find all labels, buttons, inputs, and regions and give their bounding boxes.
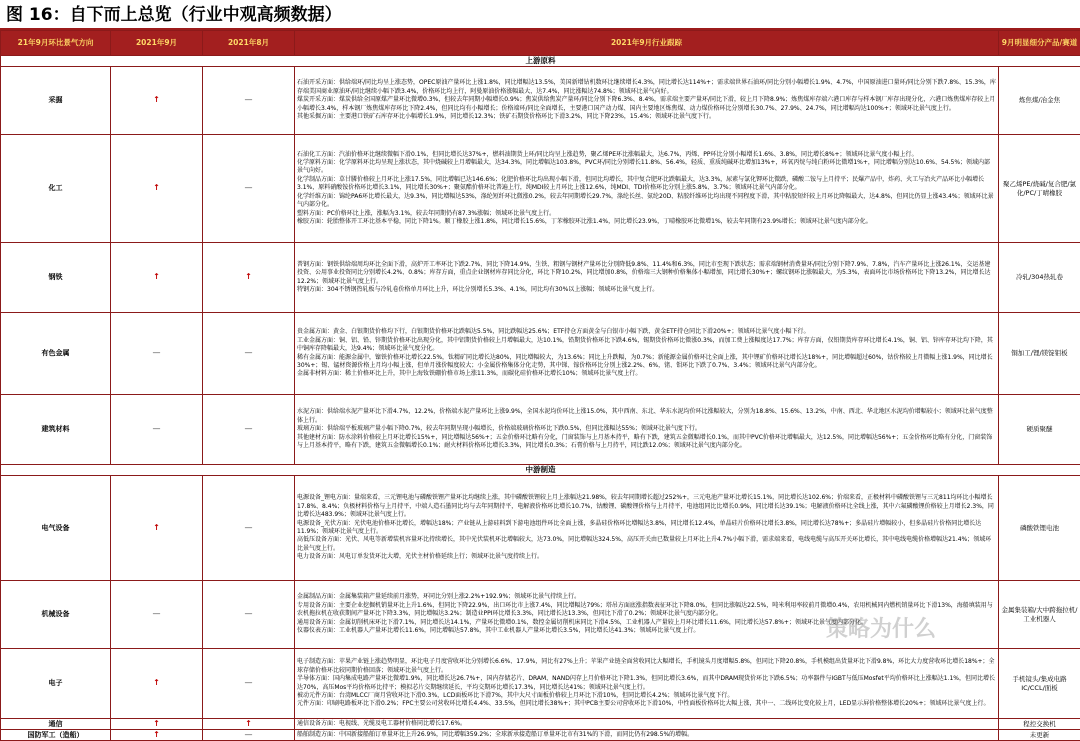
tracking-line: 煤炭开采方面：煤炭供给全国原煤产量环比微增0.3%，但较去年同期小幅增长0.9%；焦炭供给焦炭产量环/同比分别下降6.3%、8.4%，需求端主要产量环/同比下滑，较上月下降8.9%；炼焦煤库存端六港口库存与样本钢厂库存出现分化，六港口炼焦煤库存较上月小幅增长3.4%，样本钢厂炼焦煤库存环比下降2.4%，但同比均有小幅增长；价格端环/同比全面增长，主要港口国产动力煤、国内主要地区炼焦煤、动力煤价格环比分别增长30.7%、27.9%、24.7%，同比增幅均达100%+；领域环比景气度上行。 — [297, 96, 996, 113]
tracking-line: 普钢方面：钢铁供给端周均环比全面下滑，高炉开工率环比下跌2.7%，同比下降14.9%，生铁、粗钢与钢材产量环比分别降低9.8%、11.4%和6.3%，同比市至现下跌状态；需求端钢材消费量环/同比分别下降7.9%、7.8%，汽车产量环比上涨26.1%，交运基建投资、公用事业投资同比分别增长4.2%、0.8%；库存方面，重点企业钢材库存同比分化，环比下降10.2%，同比增加0.8%，价格端三大钢种价格集体小幅增加，同比增长30%+；螺纹钢环比涨幅最大，为5.3%，表面环比市场价格环比下降13.2%，同比增长达12.2%；领域环比景气度上行。 — [297, 261, 996, 286]
subsector-text: 磷酸铁锂电池 — [999, 476, 1080, 581]
tracking-line: 水泥方面：供给端水泥产量环比下滑4.7%，12.2%，价格端水泥产量环比上涨9.9%，全国水泥均价环比上涨15.0%，其中西南、东北、华东水泥均价环比涨幅较大，分别为18.8%、15.6%、13.2%，中南、西北、华北地区水泥均价增幅较小；领域环比景气度整体上行。 — [297, 408, 996, 425]
tracking-line: 金属非材料方面：稀土价格环比上升，其中上海钕铁硼价格市场上涨11.3%，而碳化硅价格环比增长10%；领域环比景气度上行。 — [297, 370, 996, 378]
tracking-text — [295, 649, 999, 719]
section-label: 上游原料 — [1, 56, 1080, 67]
sep-direction: — — [111, 581, 203, 649]
sep-direction: — — [111, 395, 203, 465]
header-direction: 21年9月环比景气方向 — [1, 31, 111, 56]
subsector-text: 冷轧/304热轧卷 — [999, 243, 1080, 313]
tracking-line: 化学原料方面：化学原料环比均呈现上涨状态，其中烧碱较上月增幅最大，达34.3%，同比增幅达103.8%，PVC环/同比分别增长11.8%、56.4%，轻质、重质纯碱环比增加13%+，环氧丙烷与纯白粉环比微增1%+，同比增幅分别达10.6%、54.5%；领域内部景气向好。 — [297, 159, 996, 176]
tracking-line: 电力设备方面：风电订单发货环比大增，光伏主材价格延续上行；领域环比景气度持续上行。 — [297, 553, 996, 561]
tracking-text — [295, 243, 999, 313]
sep-direction: ↑ — [111, 719, 203, 730]
aug-direction: — — [203, 313, 295, 395]
section-row-midstream — [1, 465, 1080, 476]
aug-direction: — — [203, 730, 295, 741]
aug-direction: — — [203, 135, 295, 243]
section-row-upstream — [1, 56, 1080, 67]
table-row-steel — [1, 243, 1080, 313]
tracking-line: 电源设备_光伏方面：光伏电池价格环比增长，增幅达18%；产业链从上游硅料到下游电池组件环比全面上涨，多晶硅价格环比增幅达3.8%，同比增长12.4%，单晶硅片价格环比增长3.8%，同比增长达78%+；多晶硅片增幅较小，但多晶硅片价格同比增长达11.9%；领域环比景气度上行。 — [297, 520, 996, 537]
tracking-line: 半导体方面：国内集成电路产量环比微增1.9%，同比增长达26.7%+，国内存储芯片、DRAM、NAND闪存上月价格环比下降1.3%，但同比增长3.6%，而其中DRAM现货价环比下跌6.5%；功率器件与IGBT与低压Mosfet平均价格环比上涨幅达1.1%，但同比增长达70%，高压Mos平均价格环比持平；模拟芯片交期继续延长，平均交期环比增长17.3%，同比增长达41%；领域环比景气度上行。 — [297, 675, 996, 692]
aug-direction: — — [203, 395, 295, 465]
tracking-line: 通用设备方面：金属切削机床环比下滑7.1%，同比增长达14.1%，产量环比微增0.1%，数控金属切削机床同比下滑4.5%，工业机器人产量较上月环比增长11.6%，同比增长达57.8%+；领域环比景气度内部分化。 — [297, 619, 996, 627]
table-row-telecom — [1, 719, 1080, 730]
tracking-line: 船舶制造方面：中国新接船舶订单量环比上升26.9%，同比增幅359.2%；全球新承接造船订单量环比市有31%的下滑，而同比仍有298.5%的增幅。 — [297, 731, 996, 739]
tracking-line: 塑料方面：PC价格环比上涨，涨幅为3.1%，较去年同期仍有87.3%涨幅；领域环比景气度上行。 — [297, 210, 996, 218]
sep-direction: ↑ — [111, 135, 203, 243]
tracking-line: 其他建材方面：防水涂料价格较上月环比增长15%+，同比增幅达56%+；五金价格环比略有分化，门窗装饰与上月基本持平，略有下跌，建筑五金微幅增长0.1%，而其中PVC价格环比增幅最大，达12.5%，同比增幅达56%+；五金价格环比略有分化，门窗装饰与上月基本持平，略有下跌，建筑五金微幅增长0.1%；耐火材料价格环比增长3.3%，同比增长0.3%；石膏价格与上月持平，同比跌12.0%；领域环比景气度内部分化。 — [297, 434, 996, 451]
tracking-text — [295, 719, 999, 730]
industry-name: 有色金属 — [1, 313, 111, 395]
tracking-line: 化学制品方面：草甘膦价格较上月环比上涨17.5%，同比增幅已达146.6%；化肥价格环比均出现小幅下滑，但同比均增长，其中复合肥环比跌幅最大，达3.3%，尿素与氯化钾环比微跌，磷酸二铵与上月持平；民爆产品中，炸药、火工与冶火产品环比小幅增长3.1%，原料硝酸铵价格环比增长3.1%，同比增长30%+；聚氨酯价格环比普遍上行，纯MDI较上月环比上涨12.6%，纯MDI、TDI价格环比分别上涨5.8%、3.7%；领域环比景气内部分化。 — [297, 176, 996, 193]
tracking-line: 专用设备方面：主要企业挖掘机销量环比上升1.6%，但同比下降22.9%，出口环比市上涨7.4%，同比增幅达79%；塔吊方面底涨指数表征环比下降8.0%，但同比涨幅达22.5%，吨米利用率较前月微增0.4%，农用机械同内燃机销量环比下滑13%，海船填装用与农机拖拉机在收获期间产量环比下降3.3%，同比增幅达3.2%；制造业PPI环比增长3.3%，同比增长达13.3%，但同比下滑了0.2%；领域环比景气度内部分化。 — [297, 602, 996, 619]
industry-name: 机械设备 — [1, 581, 111, 649]
tracking-line: 金属制品方面：金属集装箱产量延续前月涨势，环同比分别上涨2.2%+192.9%；领域环比景气持续上行。 — [297, 593, 996, 601]
industry-name: 电子 — [1, 649, 111, 719]
sep-direction: ↑ — [111, 730, 203, 741]
tracking-line: 工业金属方面：铜、铝、铅、锌期货价格环比出现分化，其中铝期货价格较上月增幅最大，达10.1%，铅期货价格环比下跌4.6%，锡期货价格环比微涨0.3%，而加工费上涨幅度达17.7%；库存方面，仅铅期货库存环比增长4.1%，铜、铝、锌库存环比均下降，其中铜库存降幅最大，达9.4%；领域环比景气度分化。 — [297, 337, 996, 354]
industry-name: 国防军工（造船） — [1, 730, 111, 741]
header-subsector: 9月明显细分产品/赛道 — [999, 31, 1080, 56]
tracking-line: 通信设备方面：电视线、光缆及电工器材价格同比增长17.6%。 — [297, 720, 996, 728]
sep-direction: ↑ — [111, 476, 203, 581]
tracking-text — [295, 313, 999, 395]
tracking-line: 电源设备_锂电方面：量端来看，三元锂电池与磷酸铁锂产量环比均继续上涨，其中磷酸铁锂较上月上涨幅达21.98%，较去年同期增长超过252%+，三元电池产量环比增长15.1%，同比增长达102.6%；价端来看，正极材料中磷酸铁锂与三元811均环比小幅增长17.8%、8.4%；负极材料价格与上月持平，中端人造石墨同比均与去年同期持平，电解液价格环比增长10.7%，钴酸锂、碳酸锂价格与上月持平，电池组同比比增长0.9%，同比增长达39.1%；电解液价格环比全线上涨，其中六氟磷酸锂价格较上月增长2.3%，同比增长达483.9%；领域环比景气度上行。 — [297, 494, 996, 519]
tracking-text — [295, 395, 999, 465]
aug-direction: — — [203, 67, 295, 135]
tracking-line: 仪器仪表方面：工业机器人产量环比增长11.6%，同比增幅达57.8%，其中工业机器人产量环比增长3.5%，同比增长达41.3%；领域环比景气度上行。 — [297, 627, 996, 635]
industry-name: 通信 — [1, 719, 111, 730]
aug-direction: — — [203, 581, 295, 649]
tracking-text — [295, 730, 999, 741]
section-label: 中游制造 — [1, 465, 1080, 476]
tracking-line: 稀有金属方面：能源金属中，镍铁价格环比增长22.5%，钛精矿同比增长达80%，同比增幅较大，为13.6%；同比上升跌幅，为0.7%；新能源金属价格环比全面上涨，其中锂矿价格环比增长达18%+，同比增幅超过60%，钴价格较上月微幅上涨1.9%，同比增长30%+；锡、锰材资源价格上月均小幅上涨，但单月涨价幅度较大；小金属价格集体分化走势，其中锑、镓价格环比分别上涨2.2%、6%，锗、钼环比下跌了0.7%、3.4%；领域环比景气内部分化。 — [297, 354, 996, 371]
tracking-line: 其他采掘方面：主要港口铁矿石库存环比小幅增长1.9%，同比增长12.3%；铁矿石期货价格环比下滑3.2%，同比下降23%，15.4%；领域环比景气度下行。 — [297, 113, 996, 121]
subsector-text: 手机镜头/集成电路IC/CCL/面板 — [999, 649, 1080, 719]
tracking-line: 化学纤维方面：锦纶PA6环比增长最大，达9.3%，同比增幅达53%，涤纶短纤环比微涨0.2%，较去年同期增长29.7%，涤纶长丝、氨纶20D、粘胶纤维环比均出现不同程度下滑，其中粘胶短纤较上月环比降幅最大，达4.8%，但同比仍显上涨43.4%；领域环比景气内部分化。 — [297, 193, 996, 210]
tracking-line: 玻璃方面：供给端平板玻璃产量小幅下降0.7%，较去年同期呈现小幅增长，价格端玻璃价格环比下跌0.5%，但同比涨幅达55%；领域环比景气度下行。 — [297, 425, 996, 433]
industry-name: 建筑材料 — [1, 395, 111, 465]
table-row-defense — [1, 730, 1080, 741]
aug-direction: ↑ — [203, 243, 295, 313]
industry-name: 电气设备 — [1, 476, 111, 581]
header-aug: 2021年8月 — [203, 31, 295, 56]
aug-direction: ↑ — [203, 719, 295, 730]
tracking-line: 特钢方面：304不锈钢热轧板与冷轧卷价格单月环比上升，环比分别增长5.3%、4.1%，同比均有30%以上涨幅；领域环比景气度上行。 — [297, 286, 996, 294]
industry-name: 化工 — [1, 135, 111, 243]
watermark: 策略为什么 — [826, 612, 936, 643]
header-tracking: 2021年9月行业跟踪 — [295, 31, 999, 56]
tracking-line: 元件方面：印刷电路板环比下滑0.2%；FPC主要公司营收环比增长4.4%、33.5%，但同比增长38%+；其中PCB主要公司营收环比下滑10%，中性面板价格环比大幅上涨，其中一、二线环比变化较上月，LED显示屏价格整体增长20%+；领域环比景气度上行。 — [297, 700, 996, 708]
tracking-text — [295, 135, 999, 243]
sep-direction: — — [111, 313, 203, 395]
tracking-line: 石油开采方面：供给端环/同比均呈上涨态势，OPEC原油产量环比上涨1.8%，同比增幅达13.5%，美国新增钻机数环比继续增长4.3%，同比增长达114%+；需求端世界石油环/同比分别小幅增长1.9%、4.7%，中国原油进口量环/同比分别下跌7.8%、15.3%，库存端美国商业原油环/同比继续小幅下跌3.4%，价格环比均上行，阿曼原油价格涨幅最大，达7.4%，同比涨幅达74.8%；领域环比景气向好。 — [297, 79, 996, 96]
tracking-line: 高低压设备方面：光伏、风电等新增装机容量环比持续增长，其中光伏装机环比增幅较大，达73.0%，同比增幅达324.5%，高压开关由已数量较上月环比上升4.7%小幅下滑，需求端来看，电线电缆与高压开关环比增长，其中电线电缆价格增幅达21.4%；领域环比景气度上行。 — [297, 536, 996, 553]
subsector-text: 程控交换机 — [999, 719, 1080, 730]
subsector-text: 金属集装箱/大中跨拖拉机/工业机器人 — [999, 581, 1080, 649]
subsector-text: 铜加工/锂/镁锭钼板 — [999, 313, 1080, 395]
table-row-building — [1, 395, 1080, 465]
aug-direction: — — [203, 476, 295, 581]
table-row-electronics — [1, 649, 1080, 719]
subsector-text: 硬质聚醚 — [999, 395, 1080, 465]
tracking-text — [295, 67, 999, 135]
table-row-nonferrous — [1, 313, 1080, 395]
page-title: 图 16：自下而上总览（行业中观高频数据） — [0, 0, 1080, 30]
tracking-line: 贵金属方面：黄金、白银期货价格均下行，白银期货价格环比跌幅达5.5%，同比跌幅达25.6%；ETF持仓方面黄金与白银市小幅下跌，黄金ETF持仓同比下滑20%+；领域环比景气度小幅下行。 — [297, 328, 996, 336]
header-sep: 2021年9月 — [111, 31, 203, 56]
table-header-row — [1, 31, 1080, 56]
subsector-text: 炼焦煤/冶金焦 — [999, 67, 1080, 135]
table-row-electrical — [1, 476, 1080, 581]
tracking-line: 被动元件方面：台湾MLCC厂商月营收环比下滑0.3%，LCD面板环比下滑7%，其中大尺寸面板价格较上月环比下滑10%，但同比增长4.2%；领域环比景气度下行。 — [297, 692, 996, 700]
industry-name: 采掘 — [1, 67, 111, 135]
subsector-text: 未更新 — [999, 730, 1080, 741]
table-row-mining — [1, 67, 1080, 135]
tracking-line: 石油化工方面：汽油价格环比继续微幅下滑0.1%，但同比增长达37%+，燃料油期货上环/同比均呈上涨趋势，聚乙烯PE环比涨幅最大，达6.7%，丙烯、PP环比分别小幅增长1.6%、3.8%，同比增长8%+；领域环比景气度小幅上行。 — [297, 151, 996, 159]
sep-direction: ↑ — [111, 67, 203, 135]
tracking-text — [295, 476, 999, 581]
industry-name: 钢铁 — [1, 243, 111, 313]
table-row-chemical — [1, 135, 1080, 243]
subsector-text: 聚乙烯PE/烧碱/复合肥/氯化/PC/丁晴橡胶 — [999, 135, 1080, 243]
sep-direction: ↑ — [111, 649, 203, 719]
sep-direction: ↑ — [111, 243, 203, 313]
tracking-line: 橡胶方面：轮胎整体开工环比基本平稳，同比下降1%。顺丁橡胶上涨1.8%，同比增长15.6%，丁苯橡胶环比涨1.4%，同比增长23.9%，丁晴橡胶环比微增1%，较去年同期有23.9%增长；领域环比景气度内部分化。 — [297, 218, 996, 226]
aug-direction: — — [203, 649, 295, 719]
tracking-line: 电子制造方面：苹果产业链上涨趋势明显，环比电子月度营收环比分别增长6.6%、17.9%，同比有27%上升；苹果产业链全面营收同比大幅增长，手机镜头月度增幅5.8%，但同比下降20.8%，手机模组出货量环比下滑9.8%，环比大力度营收环比增长18%+；全球存储价格环比较同期价格回落；领域环比景气度上行。 — [297, 658, 996, 675]
